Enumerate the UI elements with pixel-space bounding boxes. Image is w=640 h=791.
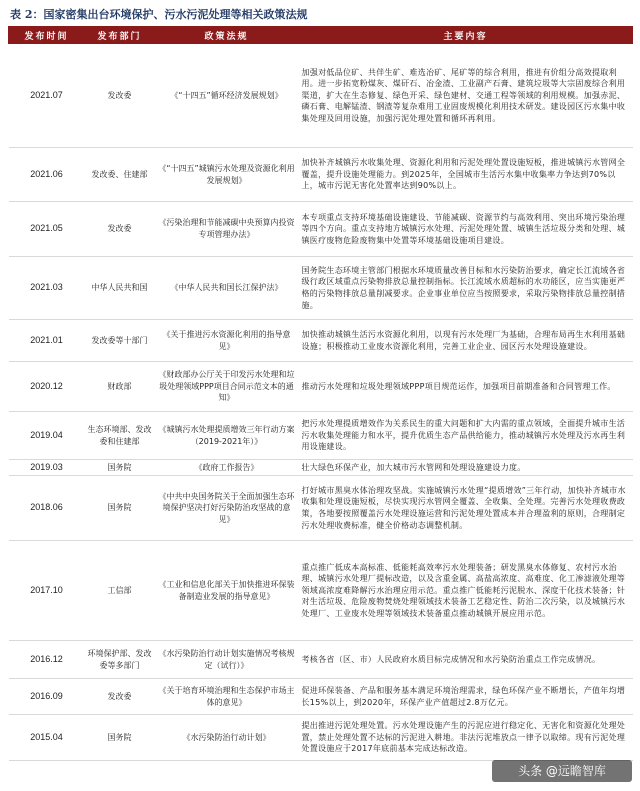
row-date: 2018.06: [9, 476, 85, 541]
row-department: 发改委等十部门: [85, 320, 155, 362]
row-content: 国务院生态环境主管部门根据水环境质量改善目标和水污染防治要求，确定长江流域各省级行政区域重点污染物排放总量控制指标。长江流域水质超标的水功能区，应当实施更严格的污染物排放总量削减要求。企业事业单位应当按照要求，采取污染物排放总量控制措施。: [299, 257, 633, 320]
row-policy: 《财政部办公厅关于印发污水处理和垃圾处理领域PPP项目合同示范文本的通知》: [155, 362, 299, 412]
row-department: 发改委、住建部: [85, 148, 155, 202]
row-department: 环境保护部、发改委等多部门: [85, 641, 155, 679]
row-department: 生态环境部、发改委和住建部: [85, 412, 155, 460]
row-date: 2021.05: [9, 202, 85, 257]
row-department: 国务院: [85, 715, 155, 761]
column-header-content: 主要内容: [299, 27, 633, 44]
row-date: 2020.12: [9, 362, 85, 412]
row-date: 2016.12: [9, 641, 85, 679]
row-department: 中华人民共和国: [85, 257, 155, 320]
row-content: 本专项重点支持环境基础设施建设、节能减碳、资源节约与高效利用、突出环境污染治理等四个方向。重点支持地方城镇污水处理、污泥处理处置、城镇生活垃圾分类和处理、城镇医疗废物危险废物集中处置等环境基础设施项目建设。: [299, 202, 633, 257]
row-department: 发改委: [85, 202, 155, 257]
row-department: 国务院: [85, 460, 155, 476]
row-content: 加快推动城镇生活污水资源化利用，以现有污水处理厂为基础，合理布局再生水利用基础设施；积极推动工业废水资源化利用，完善工业企业、园区污水处理设施建设。: [299, 320, 633, 362]
table-row: [9, 257, 633, 320]
row-policy: 《水污染防治行动计划实施情况考核规定（试行）》: [155, 641, 299, 679]
table-row: [9, 412, 633, 460]
table-row: [9, 148, 633, 202]
row-content: 促进环保装备、产品和服务基本满足环境治理需求，绿色环保产业不断增长，产值年均增长15%以上，到2020年，环保产业产值超过2.8万亿元。: [299, 679, 633, 715]
row-policy: 《政府工作报告》: [155, 460, 299, 476]
row-policy: 《中华人民共和国长江保护法》: [155, 257, 299, 320]
column-header-date: 发布时间: [9, 27, 85, 44]
row-date: 2017.10: [9, 541, 85, 641]
row-content: 壮大绿色环保产业，加大城市污水管网和处理设施建设力度。: [299, 460, 633, 476]
policy-table: [8, 26, 633, 761]
row-content: 重点推广低成本高标准、低能耗高效率污水处理装备；研发黑臭水体修复、农村污水治理、城镇污水处理厂提标改造，以及含重金属、高盐高浓度、高难度、化工渗滤液处理等领域高浓度难降解污水治理应用示范。重点推广低能耗污泥脱水、深度干化技术装备；针对生活垃圾、危险废物焚烧处理领域技术装备工艺稳定性、防治二次污染，以及城镇污水处理厂、工业废水处理等领域技术装备重点推动城镇开展应用示范。: [299, 541, 633, 641]
table-row: [9, 715, 633, 761]
row-department: 发改委: [85, 44, 155, 148]
row-policy: 《“十四五”循环经济发展规划》: [155, 44, 299, 148]
watermark-badge: 头条 @远瞻智库: [492, 760, 632, 782]
row-policy: 《关于推进污水资源化利用的指导意见》: [155, 320, 299, 362]
row-policy: 《城镇污水处理提质增效三年行动方案（2019-2021年）》: [155, 412, 299, 460]
row-content: 把污水处理提质增效作为关系民生的重大问题和扩大内需的重点领域，全面提升城市生活污水收集处理能力和水平，提升优质生态产品供给能力，推动城镇污水处理及污水再生利用设施建设。: [299, 412, 633, 460]
row-policy: 《关于培育环境治理和生态保护市场主体的意见》: [155, 679, 299, 715]
row-department: 工信部: [85, 541, 155, 641]
table-row: [9, 362, 633, 412]
row-date: 2021.06: [9, 148, 85, 202]
table-row: [9, 641, 633, 679]
row-content: 加强对低品位矿、共伴生矿、难选冶矿、尾矿等的综合利用，推进有价组分高效提取利用。进一步拓宽粉煤灰、煤矸石、冶金渣、工业副产石膏、建筑垃圾等大宗固废综合利用渠道，扩大在生态修复、绿色开采、绿色建材、交通工程等领域的利用规模。加强赤泥、磷石膏、电解锰渣、钢渣等复杂难用工业固废规模化利用技术研发。建设园区污水集中收集处理及回用设施，加强污泥处理处置和循环再利用。: [299, 44, 633, 148]
column-header-department: 发布部门: [85, 27, 155, 44]
row-date: 2021.07: [9, 44, 85, 148]
row-policy: 《污染治理和节能减碳中央预算内投资专项管理办法》: [155, 202, 299, 257]
row-policy: 《中共中央国务院关于全面加强生态环境保护坚决打好污染防治攻坚战的意见》: [155, 476, 299, 541]
row-content: 提出推进污泥处理处置。污水处理设施产生的污泥应进行稳定化、无害化和资源化处理处置，禁止处理处置不达标的污泥进入耕地。非法污泥堆放点一律予以取缔。现有污泥处理处置设施应于2017年底前基本完成达标改造。: [299, 715, 633, 761]
row-policy: 《水污染防治行动计划》: [155, 715, 299, 761]
row-policy: 《工业和信息化部关于加快推进环保装备制造业发展的指导意见》: [155, 541, 299, 641]
row-date: 2015.04: [9, 715, 85, 761]
row-date: 2021.01: [9, 320, 85, 362]
row-content: 加快补齐城镇污水收集处理、资源化利用和污泥处理处置设施短板，推进城镇污水管网全覆盖，提升设施处理能力。到2025年，全国城市生活污水集中收集率力争达到70%以上，城市污泥无害化处置率达到90%以上。: [299, 148, 633, 202]
row-content: 考核各省（区、市）人民政府水质目标完成情况和水污染防治重点工作完成情况。: [299, 641, 633, 679]
row-department: 发改委: [85, 679, 155, 715]
row-department: 国务院: [85, 476, 155, 541]
table-row: [9, 44, 633, 148]
table-row: [9, 541, 633, 641]
row-date: 2019.04: [9, 412, 85, 460]
row-date: 2019.03: [9, 460, 85, 476]
table-row: [9, 320, 633, 362]
row-policy: 《“十四五”城镇污水处理及资源化利用发展规划》: [155, 148, 299, 202]
table-title: 表 2：国家密集出台环境保护、污水污泥处理等相关政策法规: [10, 8, 308, 21]
row-date: 2021.03: [9, 257, 85, 320]
row-content: 打好城市黑臭水体治理攻坚战。实施城镇污水处理“提质增效”三年行动，加快补齐城市水收集和处理设施短板，尽快实现污水管网全覆盖、全收集、全处理。完善污水处理收费政策，各地要按照覆盖污水处理设施运营和污泥处理处置成本并合理盈利的原则，合理制定污水处理收费标准，健全价格动态调整机制。: [299, 476, 633, 541]
column-header-policy: 政策法规: [155, 27, 299, 44]
row-content: 推动污水处理和垃圾处理领域PPP项目规范运作，加强项目前期准备和合同管理工作。: [299, 362, 633, 412]
table-header-row: [9, 27, 633, 44]
row-date: 2016.09: [9, 679, 85, 715]
table-row: [9, 460, 633, 476]
table-row: [9, 202, 633, 257]
table-row: [9, 476, 633, 541]
row-department: 财政部: [85, 362, 155, 412]
table-row: [9, 679, 633, 715]
